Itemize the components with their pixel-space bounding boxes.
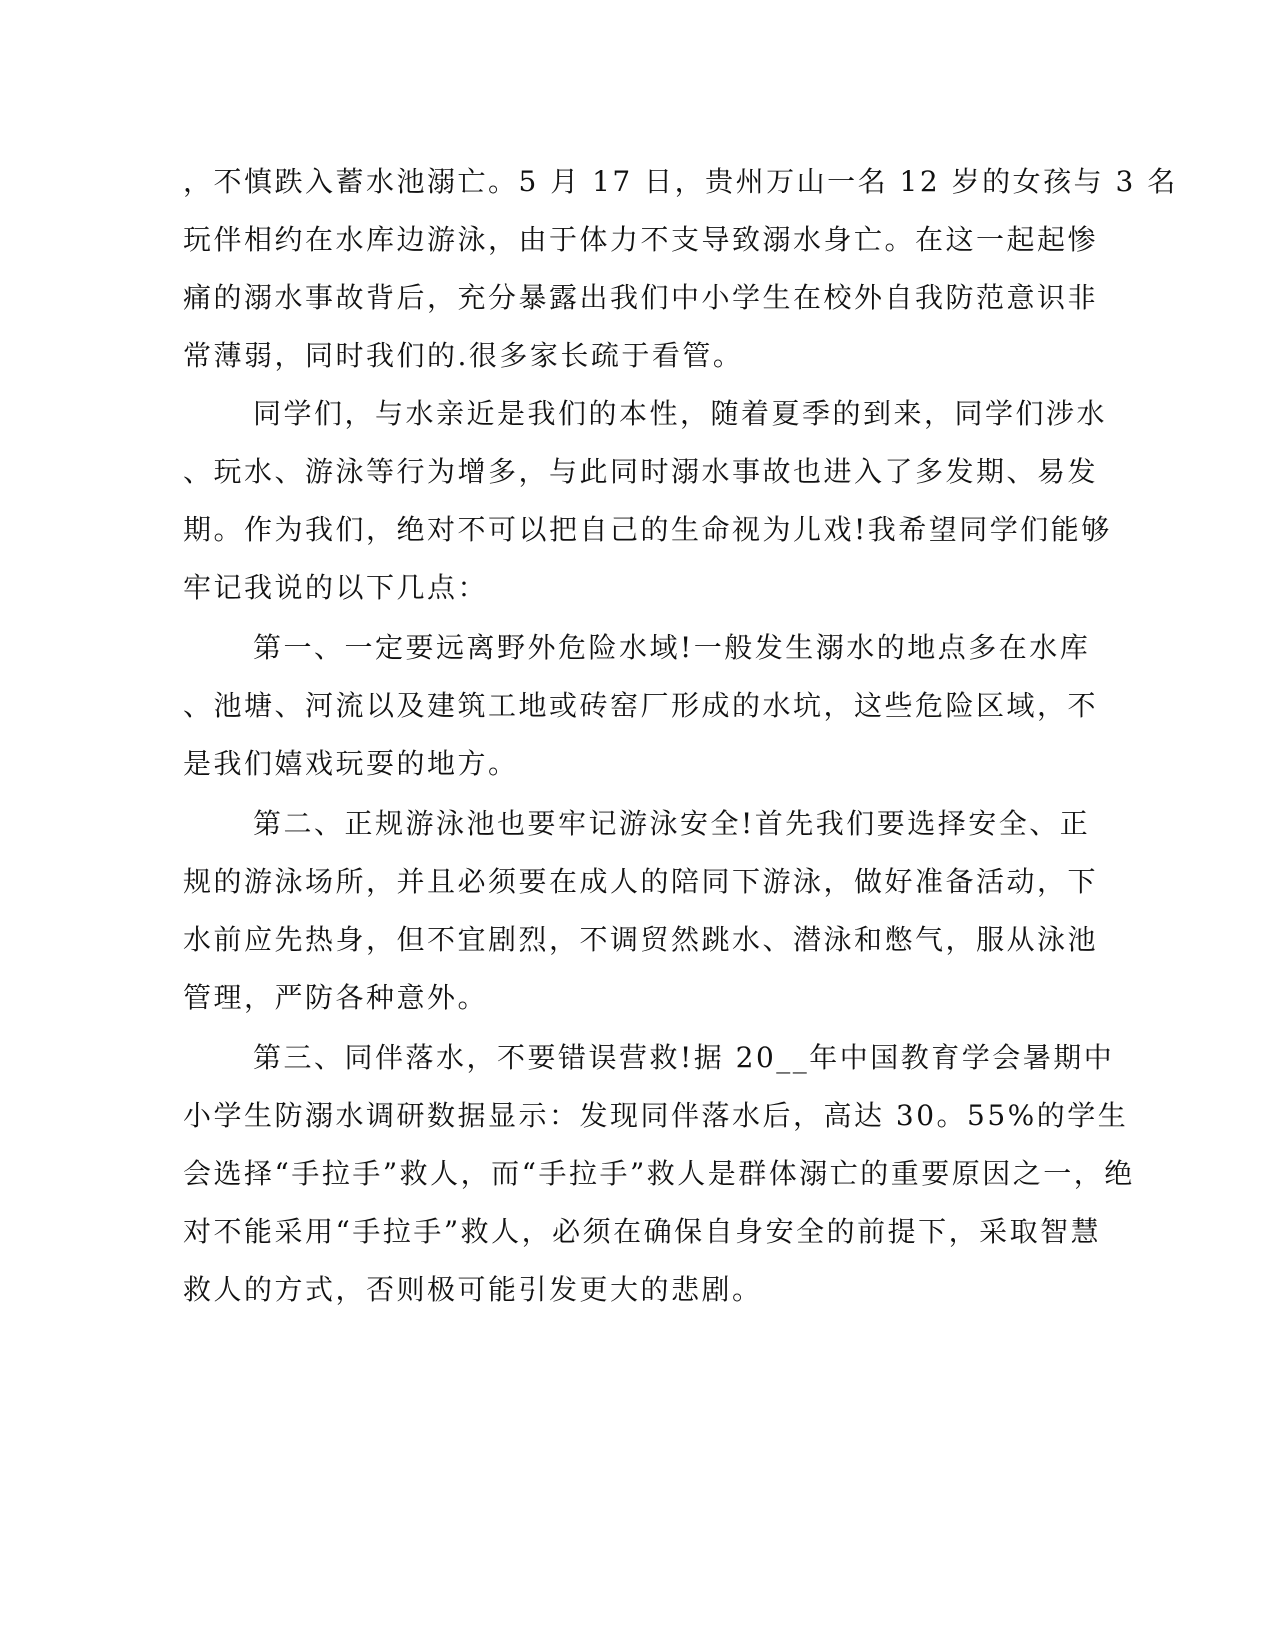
text-line: 牢记我说的以下几点： — [183, 571, 489, 604]
text-line: 救人的方式，否则极可能引发更大的悲剧。 — [183, 1273, 763, 1306]
text-line: 规的游泳场所，并且必须要在成人的陪同下游泳，做好准备活动，下 — [183, 865, 1099, 898]
text-line: 玩伴相约在水库边游泳，由于体力不支导致溺水身亡。在这一起起惨 — [183, 223, 1099, 256]
text-line: 、池塘、河流以及建筑工地或砖窑厂形成的水坑，这些危险区域，不 — [183, 689, 1099, 722]
text-line: 对不能采用“手拉手”救人，必须在确保自身安全的前提下，采取智慧 — [183, 1215, 1102, 1248]
text-line: 小学生防溺水调研数据显示：发现同伴落水后，高达 30。55%的学生 — [183, 1099, 1129, 1132]
paragraph-first-line: 第三、同伴落水，不要错误营救!据 20__年中国教育学会暑期中 — [253, 1041, 1115, 1074]
paragraph-first-line: 第一、一定要远离野外危险水域!一般发生溺水的地点多在水库 — [253, 631, 1091, 664]
text-line: 常薄弱，同时我们的.很多家长疏于看管。 — [183, 339, 744, 372]
text-line: 管理，严防各种意外。 — [183, 981, 489, 1014]
text-line: 期。作为我们，绝对不可以把自己的生命视为儿戏!我希望同学们能够 — [183, 513, 1112, 546]
text-line: 是我们嬉戏玩耍的地方。 — [183, 747, 519, 780]
text-line: 痛的溺水事故背后，充分暴露出我们中小学生在校外自我防范意识非 — [183, 281, 1099, 314]
text-line: 水前应先热身，但不宜剧烈，不调贸然跳水、潜泳和憋气，服从泳池 — [183, 923, 1099, 956]
paragraph-first-line: 第二、正规游泳池也要牢记游泳安全!首先我们要选择安全、正 — [253, 807, 1091, 840]
text-line: ，不慎跌入蓄水池溺亡。5 月 17 日，贵州万山一名 12 岁的女孩与 3 名 — [183, 165, 1178, 198]
text-line: 会选择“手拉手”救人，而“手拉手”救人是群体溺亡的重要原因之一，绝 — [183, 1157, 1135, 1190]
text-line: 、玩水、游泳等行为增多，与此同时溺水事故也进入了多发期、易发 — [183, 455, 1099, 488]
paragraph-first-line: 同学们，与水亲近是我们的本性，随着夏季的到来，同学们涉水 — [253, 397, 1108, 430]
